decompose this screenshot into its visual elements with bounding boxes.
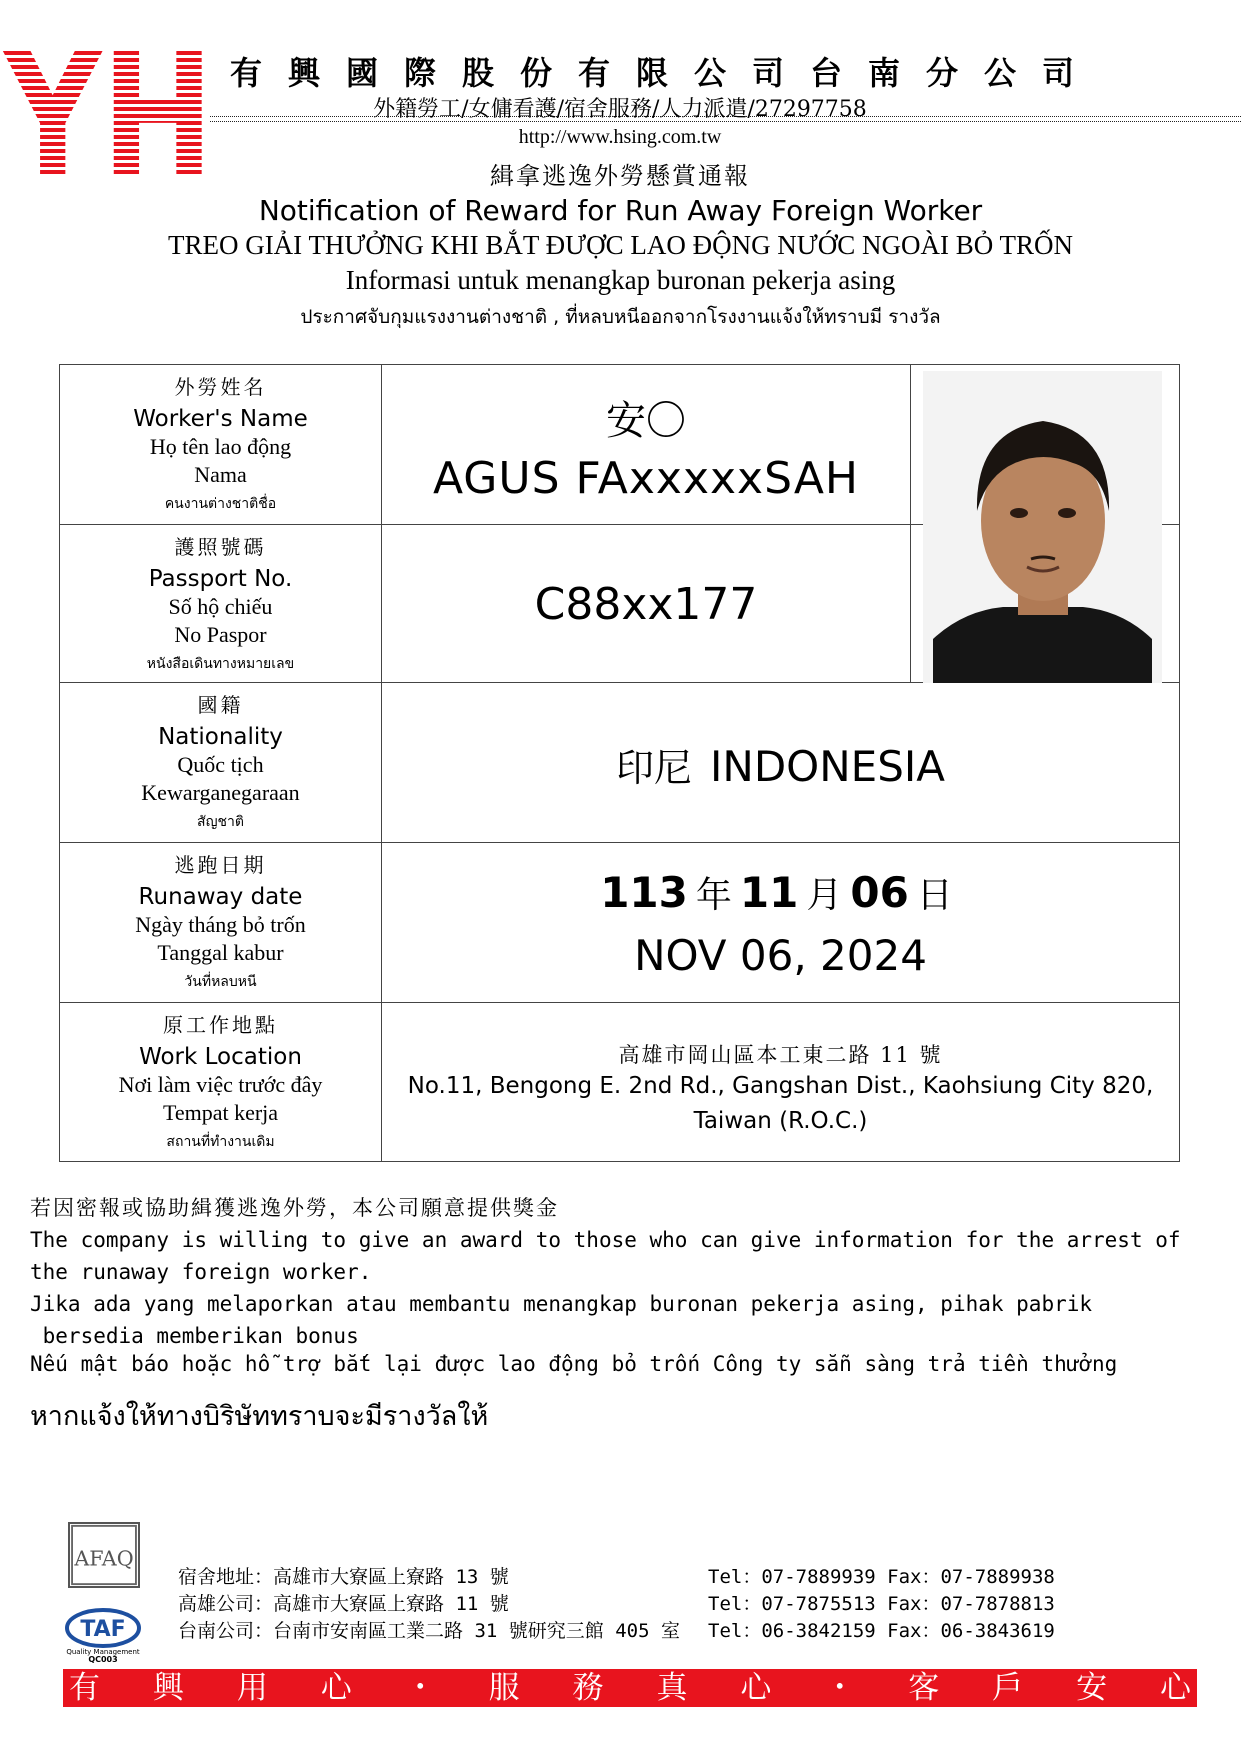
label-vi: Số hộ chiếu	[168, 594, 273, 619]
slogan-bar	[63, 1669, 1197, 1707]
slogan-char: 心	[740, 1670, 772, 1706]
day-unit: 日	[916, 875, 953, 916]
work-location-zh: 高雄市岡山區本工東二路 11 號	[618, 1043, 943, 1067]
label-runaway-date	[60, 843, 382, 1002]
reward-text-id	[30, 1288, 1220, 1352]
label-vi: Quốc tịch	[177, 752, 264, 777]
address-label: 高雄公司：高雄市大寮區上寮路 11 號	[178, 1593, 509, 1615]
company-name: 有興國際股份有限公司台南分公司	[230, 54, 1101, 92]
label-id: Tempat kerja	[162, 1100, 279, 1125]
slogan-char: 客	[908, 1670, 940, 1706]
value-nationality	[382, 683, 1179, 842]
label-id: Tanggal kabur	[157, 940, 284, 965]
label-en: Work Location	[139, 1044, 302, 1070]
label-th: สัญชาติ	[197, 814, 244, 830]
passport-number: C88xx177	[534, 579, 758, 630]
label-work-location	[60, 1003, 382, 1161]
label-zh: 國籍	[197, 693, 244, 717]
notice-title-zh: 緝拿逃逸外勞懸賞通報	[490, 162, 750, 190]
slogan-char: 興	[152, 1670, 184, 1706]
reward-text-th: หากแจ้งให้ทางบิริษัททราบจะมีรางวัลให้	[30, 1401, 489, 1432]
address-dormitory	[178, 1562, 1055, 1589]
runaway-date-en: NOV 06, 2024	[634, 931, 927, 980]
nationality-en: INDONESIA	[710, 742, 945, 791]
label-en: Nationality	[158, 724, 283, 750]
slogan-char: 務	[572, 1670, 604, 1706]
label-vi: Họ tên lao động	[149, 434, 292, 459]
nationality-zh: 印尼	[616, 746, 693, 790]
reward-text-zh: 若因密報或協助緝獲逃逸外勞，本公司願意提供獎金	[30, 1196, 559, 1220]
work-location-en: No.11, Bengong E. 2nd Rd., Gangshan Dist., Kaohsiung City 820, Taiwan (R.O.C.)	[407, 1073, 1154, 1134]
slogan-char: 有	[69, 1670, 100, 1706]
reward-text-id-line2: bersedia memberikan bonus	[30, 1324, 359, 1348]
slogan-char: 服	[488, 1670, 520, 1706]
slogan-text	[63, 1669, 1197, 1707]
title-vi: TREO GIẢI THƯỞNG KHI BẮT ĐƯỢC LAO ĐỘNG NƯỚC NGOÀI BỎ TRỐN	[167, 230, 1074, 260]
value-work-location	[382, 1003, 1179, 1161]
address-label: 宿舍地址：高雄市大寮區上寮路 13 號	[178, 1566, 509, 1588]
taf-sub2: QC003	[88, 1655, 118, 1664]
address-tel: Tel：07-7875513 Fax：07-7878813	[708, 1593, 1055, 1615]
reward-text-id-line1: Jika ada yang melaporkan atau membantu menangkap buronan pekerja asing, pihak pabrik	[30, 1292, 1093, 1316]
yh-logo	[2, 16, 216, 217]
label-en: Passport No.	[148, 566, 293, 592]
label-en: Runaway date	[138, 884, 303, 910]
month: 11	[739, 868, 799, 917]
label-th: หนังสือเดินทางหมายเลข	[146, 656, 295, 672]
worker-photo	[923, 371, 1162, 683]
title-en: Notification of Reward for Run Away Foreign Worker	[258, 194, 983, 227]
day: 06	[850, 868, 909, 917]
value-runaway-date	[382, 843, 1179, 1002]
value-passport	[382, 525, 910, 682]
label-th: สถานที่ทำงานเดิม	[166, 1134, 275, 1150]
label-zh: 原工作地點	[163, 1013, 278, 1037]
label-vi: Nơi làm việc trước đây	[118, 1072, 323, 1097]
title-th: ประกาศจับกุมแรงงานต่างชาติ , ที่หลบหนีออกจากโรงงานแจ้งให้ทราบมี รางวัล	[300, 306, 941, 328]
label-th: วันที่หลบหนี	[184, 974, 257, 990]
nationality-value	[382, 737, 1179, 792]
address-tainan	[178, 1616, 1055, 1643]
month-unit: 月	[806, 875, 843, 916]
label-zh: 逃跑日期	[174, 853, 267, 877]
address-kaohsiung	[178, 1589, 1055, 1616]
website-link[interactable]: http://www.hsing.com.tw	[518, 126, 722, 148]
slogan-char: 用	[236, 1670, 268, 1706]
slogan-char: 心	[320, 1670, 352, 1706]
worker-name-zh: 安〇	[606, 398, 686, 444]
afaq-certification-logo	[68, 1522, 140, 1588]
taf-certification-logo	[60, 1604, 146, 1664]
slogan-char: 真	[656, 1670, 688, 1706]
value-worker-name	[382, 365, 910, 524]
label-worker-name	[60, 365, 382, 524]
photo-cell	[910, 365, 1179, 683]
address-label: 台南公司：台南市安南區工業二路 31 號研究三館 405 室	[178, 1620, 680, 1642]
label-nationality	[60, 683, 382, 842]
reward-text-en: The company is willing to give an award to those who can give information for the arrest of the runaway foreign worker.	[30, 1228, 1181, 1284]
slogan-separator: ・	[404, 1670, 436, 1706]
year-unit: 年	[695, 875, 732, 916]
worker-name-en: AGUS FAxxxxxSAH	[432, 453, 860, 504]
slogan-separator: ・	[824, 1670, 856, 1706]
reward-text-vi: Nếu mật báo hoặc hỗ trợ bắt lại được lao động bỏ trốn Công ty sẵn sàng trả tiền thưởng	[30, 1352, 1118, 1376]
roc-year: 113	[600, 868, 688, 917]
label-id: Nama	[194, 462, 247, 487]
label-vi: Ngày tháng bỏ trốn	[135, 912, 306, 937]
label-en: Worker's Name	[133, 406, 308, 432]
slogan-char: 心	[1159, 1670, 1191, 1706]
label-th: คนงานต่างชาติชื่อ	[164, 496, 277, 512]
address-tel: Tel：07-7889939 Fax：07-7889938	[708, 1566, 1055, 1588]
label-zh: 外勞姓名	[174, 375, 267, 399]
label-passport	[60, 525, 382, 682]
label-id: Kewarganegaraan	[141, 780, 300, 805]
taf-text: TAF	[80, 1617, 126, 1642]
row-runaway-date	[60, 843, 1179, 1003]
address-tel: Tel：06-3842159 Fax：06-3843619	[708, 1620, 1055, 1642]
worker-info-table	[59, 364, 1180, 1162]
logo-text: YH	[2, 16, 214, 217]
row-work-location	[60, 1003, 1179, 1161]
slogan-char: 安	[1076, 1670, 1108, 1706]
label-zh: 護照號碼	[174, 535, 267, 559]
runaway-date-roc	[382, 867, 1179, 918]
taf-sub1: Quality Management	[66, 1648, 140, 1656]
label-id: No Paspor	[174, 622, 267, 647]
slogan-char: 戶	[992, 1670, 1024, 1706]
afaq-text: AFAQ	[74, 1546, 134, 1571]
row-nationality	[60, 683, 1179, 843]
title-id: Informasi untuk menangkap buronan pekerja asing	[345, 265, 896, 295]
services-line: 外籍勞工/女傭看護/宿舍服務/人力派遣/27297758	[373, 97, 867, 122]
